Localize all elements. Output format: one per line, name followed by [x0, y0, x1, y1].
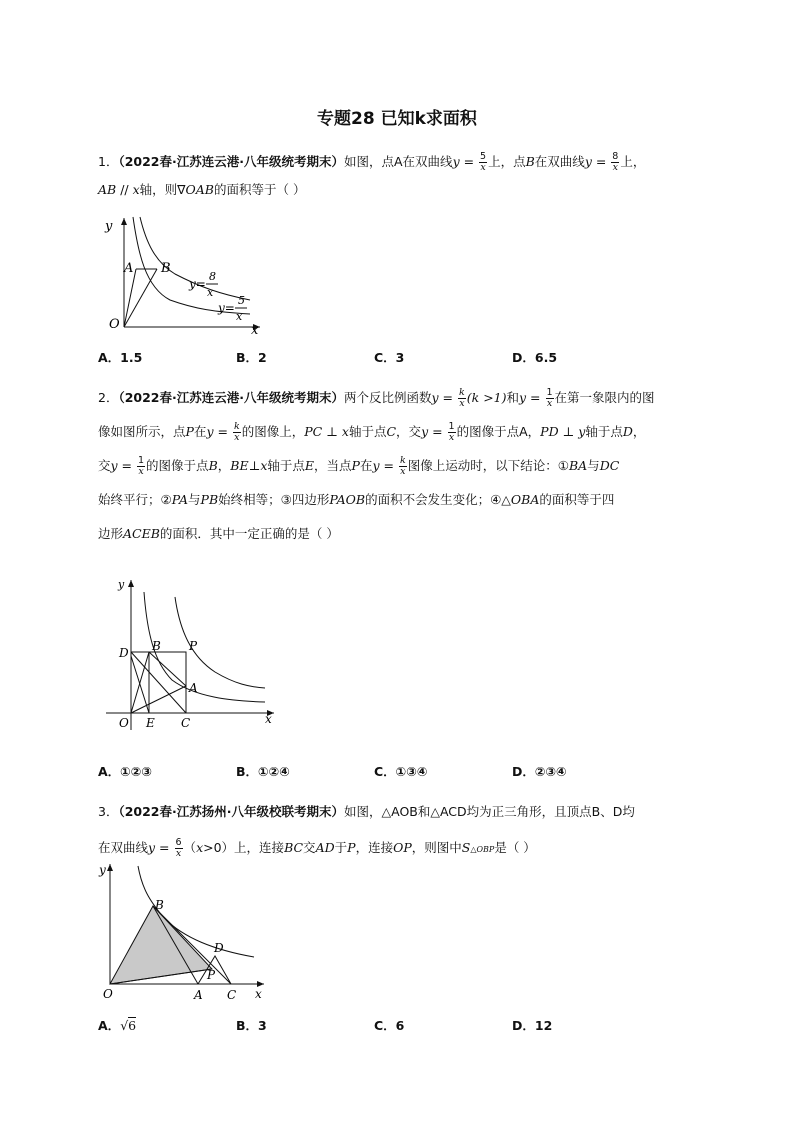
q2-source: （2022春·江苏连云港·八年级统考期末）	[118, 390, 344, 405]
q1-line-1: 1．（2022春·江苏连云港·八年级统考期末）如图，点A在双曲线y = $\frac{5}{x}$ 上，点B在双曲线y = $\frac{8}{x}$ 上，	[98, 151, 646, 173]
curve-x: x	[207, 286, 214, 299]
q3-line-1: 3．（2022春·江苏扬州·八年级校联考期末）如图，△AOB和△ACD均为正三角形，且顶点B、D均	[98, 804, 635, 819]
point-b-label: B	[152, 639, 161, 653]
origin-label: O	[109, 317, 120, 332]
q1-line-2: AB // x轴，则∇OAB的面积等于（ ）	[98, 182, 306, 197]
x-axis-label: x	[255, 987, 262, 1001]
question-3	[98, 794, 698, 868]
question-2	[98, 381, 698, 551]
y-axis-label: y	[105, 219, 113, 234]
curve-k: 8	[209, 270, 216, 283]
point-p-label: P	[189, 639, 198, 653]
q2-option-b[interactable]: B．①②④	[236, 764, 290, 779]
q1-option-c[interactable]: C．3	[374, 350, 405, 365]
q2-line-3: 交y = $\frac{1}{x}$ 的图像于点B，BE⊥x轴于点E，当点P在y = $\frac{k}{x}$ 图像上运动时，以下结论：①BA与DC	[98, 455, 620, 477]
q2-line-5: 边形ACEB的面积．其中一定正确的是（ ）	[98, 526, 339, 541]
y-axis-label: y	[99, 863, 106, 877]
q3-line-2: 在双曲线y = $\frac{6}{x}$ （x>0）上，连接BC交AD于P，连接OP，则图中S△OBP是（ ）	[98, 837, 536, 859]
q3-option-d[interactable]: D．12	[512, 1018, 553, 1033]
q1-figure	[100, 212, 280, 337]
q2-figure	[100, 572, 280, 732]
q1-option-a[interactable]: A．1.5	[98, 350, 143, 365]
page-title: 专题28 已知k求面积	[317, 109, 477, 129]
sqrt-icon: √	[120, 1018, 129, 1033]
fraction: $\frac{6}{x}$	[175, 837, 182, 859]
q3-option-c[interactable]: C．6	[374, 1018, 405, 1033]
point-b-label: B	[155, 898, 164, 912]
q3-figure	[94, 858, 274, 1010]
point-a-label: A	[189, 681, 198, 695]
point-e-label: E	[146, 716, 155, 730]
q2-line-2: 像如图所示，点P在y = $\frac{k}{x}$ 的图像上，PC ⊥ x轴于点C，交y = $\frac{1}{x}$ 的图像于点A，PD ⊥ y轴于点D，	[98, 421, 646, 443]
q2-option-a[interactable]: A．①②③	[98, 764, 152, 779]
fraction: $\frac{1}{x}$	[546, 387, 553, 409]
q2-option-d[interactable]: D．②③④	[512, 764, 567, 779]
fraction: $\frac{1}{x}$	[138, 455, 145, 477]
fraction: $\frac{5}{x}$	[480, 151, 487, 173]
q3-option-a[interactable]: A．√6	[98, 1018, 137, 1033]
point-p-label: P	[207, 968, 216, 982]
point-a-label: A	[124, 261, 134, 276]
point-d-label: D	[119, 646, 129, 660]
q2-options	[98, 762, 698, 782]
point-c-label: C	[227, 988, 237, 1002]
point-c-label: C	[181, 716, 191, 730]
q3-source: （2022春·江苏扬州·八年级校联考期末）	[118, 804, 344, 819]
point-d-label: D	[214, 941, 224, 955]
fraction: $\frac{8}{x}$	[612, 151, 619, 173]
q2-option-c[interactable]: C．①③④	[374, 764, 428, 779]
q3-options	[98, 1016, 698, 1036]
origin-label: O	[103, 987, 113, 1001]
point-b-label: B	[161, 261, 171, 276]
question-1	[98, 148, 698, 204]
q1-source: （2022春·江苏连云港·八年级统考期末）	[118, 154, 344, 169]
y-axis-label: y	[118, 578, 125, 591]
point-a-label: A	[194, 988, 203, 1002]
q2-line-1: 2．（2022春·江苏连云港·八年级统考期末）两个反比例函数y = $\frac{k}{x}$ (k >1)和y = $\frac{1}{x}$ 在第一象限内的图	[98, 387, 655, 409]
q1-option-d[interactable]: D．6.5	[512, 350, 558, 365]
q3-option-b[interactable]: B．3	[236, 1018, 267, 1033]
fraction: $\frac{k}{x}$	[233, 421, 240, 443]
curve-label: y=	[189, 277, 206, 291]
curve-label: y=	[218, 301, 235, 315]
origin-label: O	[119, 716, 129, 730]
x-axis-label: x	[251, 323, 259, 337]
curve-k: 5	[238, 294, 245, 307]
fraction: $\frac{1}{x}$	[448, 421, 455, 443]
q1-options	[98, 348, 698, 368]
fraction: $\frac{k}{x}$	[459, 387, 465, 409]
q2-line-4: 始终平行；②PA与PB始终相等；③四边形PAOB的面积不会发生变化；④△OBA的面积等于四	[98, 492, 615, 507]
fraction: $\frac{k}{x}$	[399, 455, 406, 477]
x-axis-label: x	[265, 712, 272, 726]
curve-x: x	[236, 310, 243, 323]
q1-option-b[interactable]: B．2	[236, 350, 267, 365]
